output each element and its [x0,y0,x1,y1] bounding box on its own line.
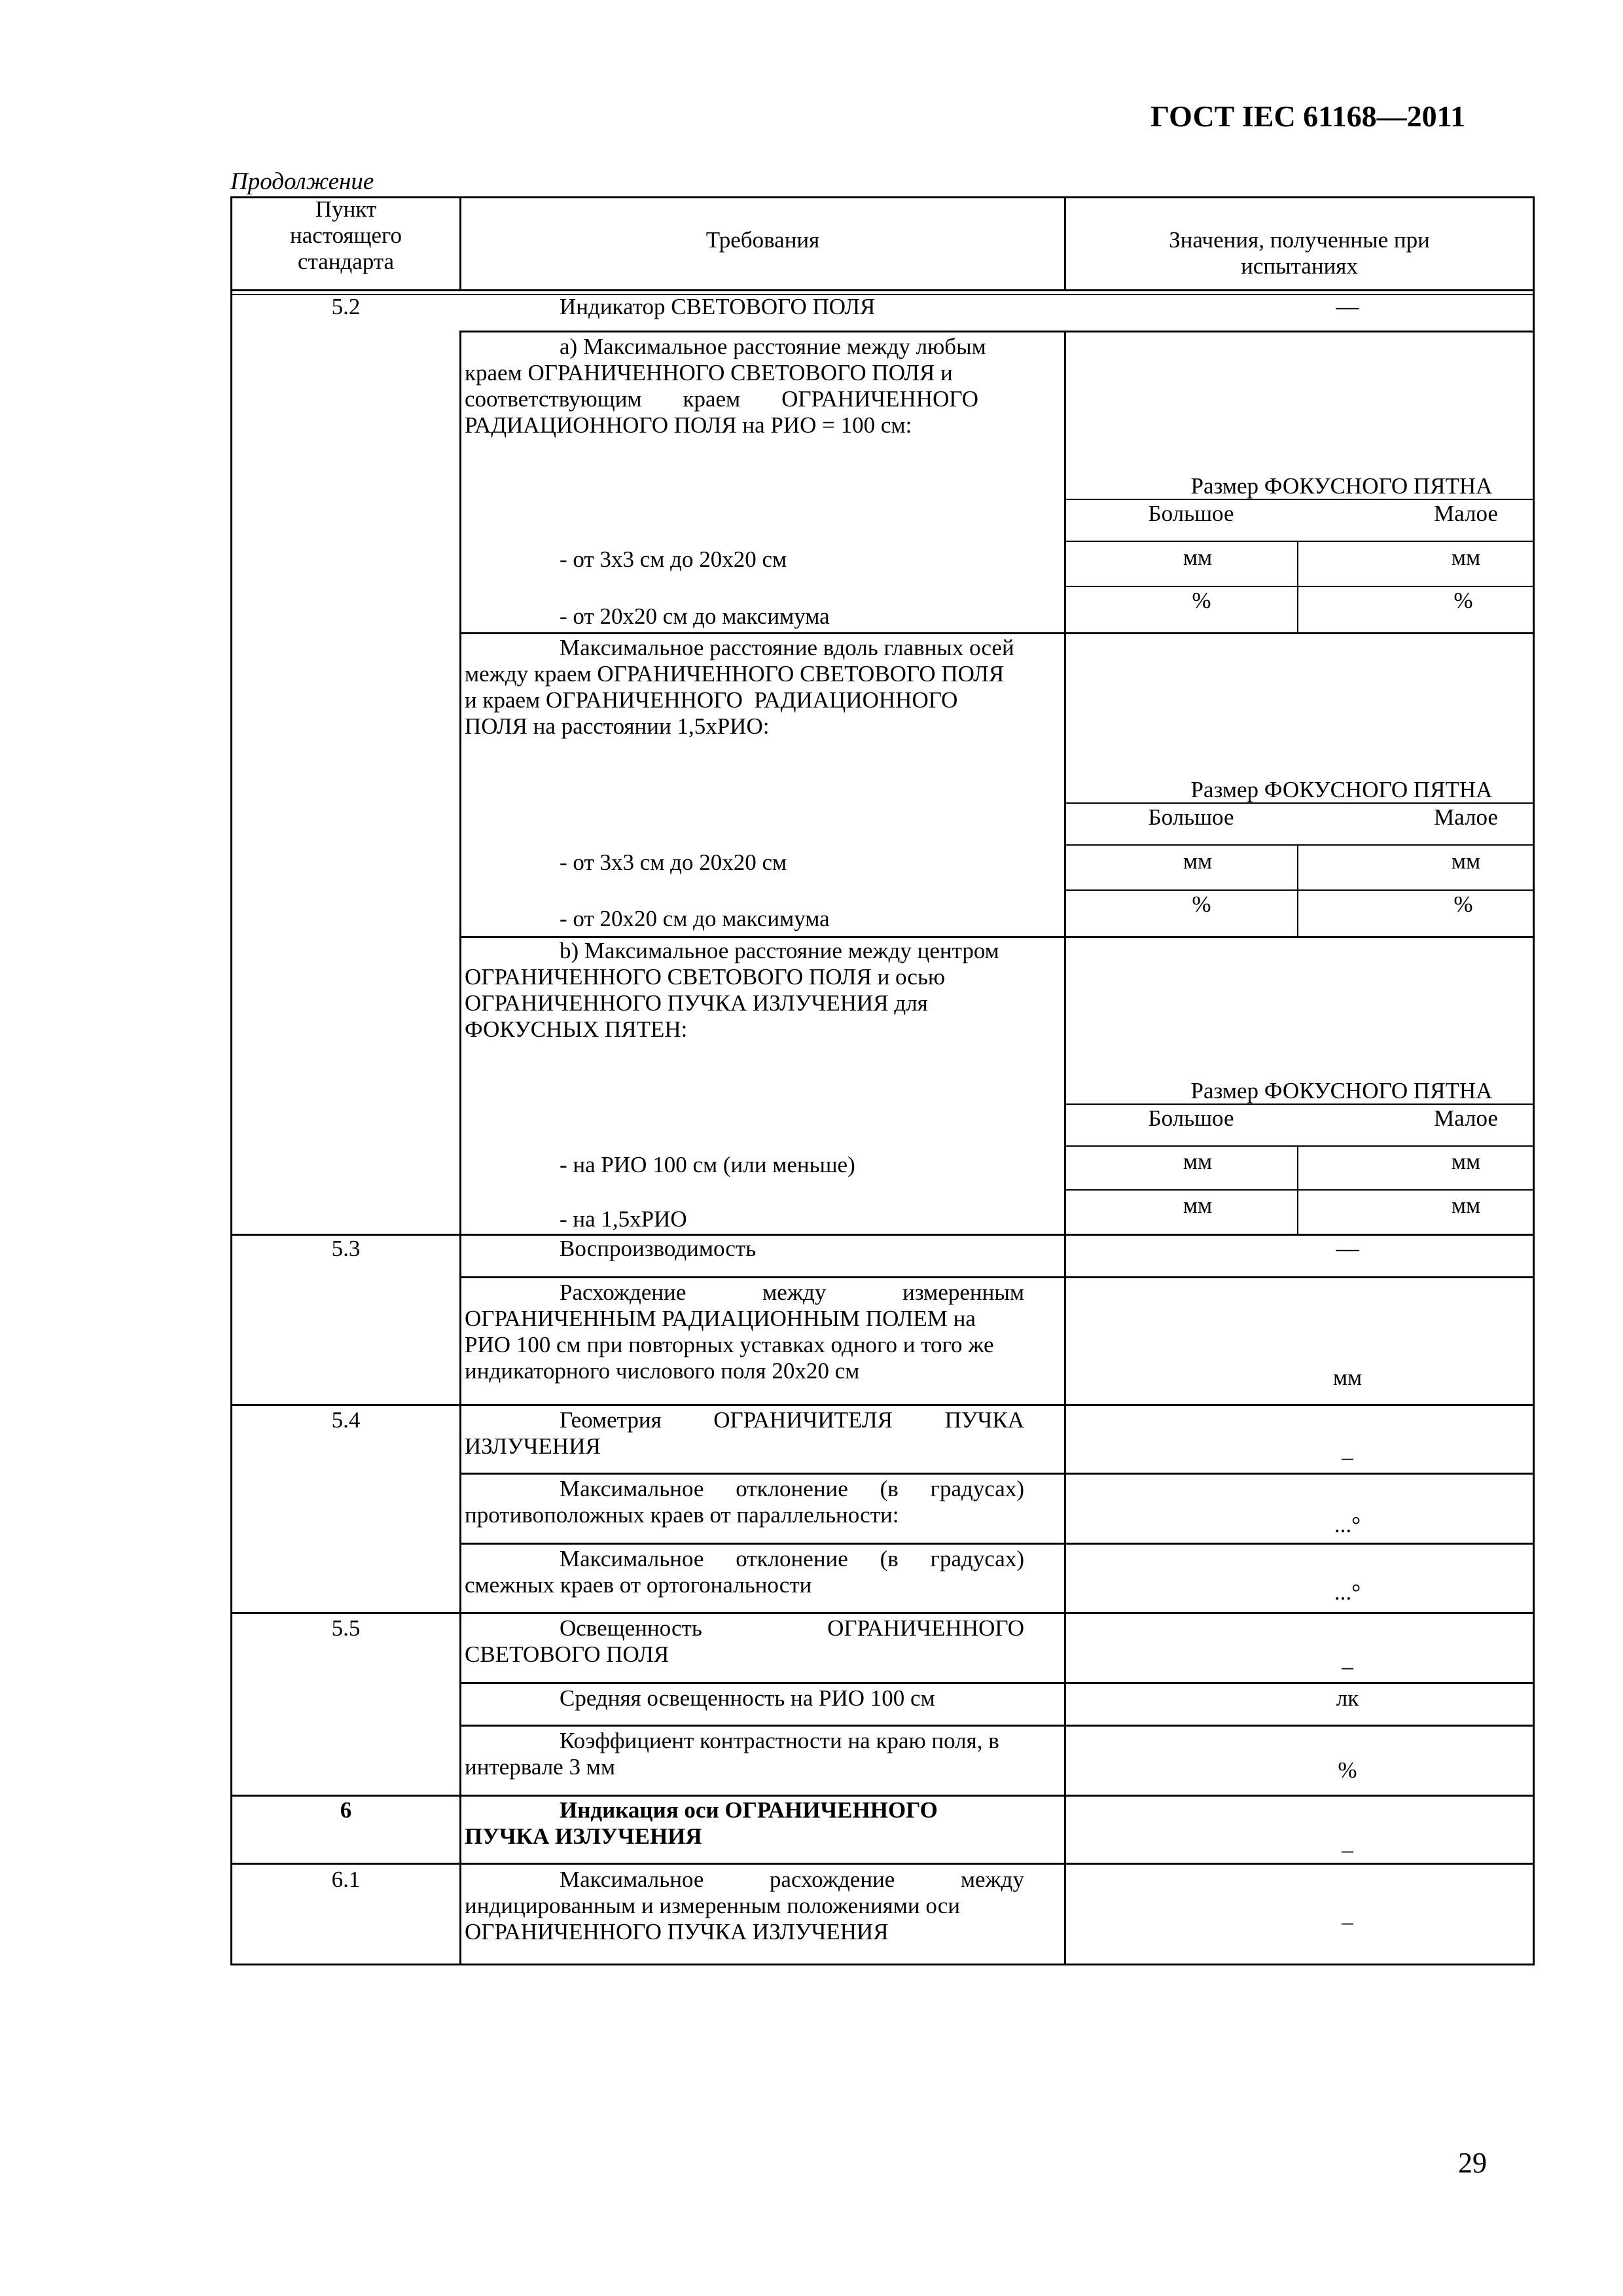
focal-grid-line [1064,1145,1534,1147]
header-requirements: Требования [705,227,820,253]
clause-title: Геометрия ОГРАНИЧИТЕЛЯ ПУЧКА [560,1407,1024,1433]
clause-title: Освещенность ОГРАНИЧЕННОГО [560,1615,1024,1641]
requirement-text: противоположных краев от параллельности: [465,1502,899,1528]
focal-small-label: Малое [1434,501,1498,526]
requirement-text: Коэффициент контрастности на краю поля, в [560,1728,999,1753]
focal-small-label: Малое [1434,804,1498,830]
row-line [230,1612,1535,1614]
unit-percent: % [1192,588,1211,613]
header-separator [230,289,1535,291]
requirement-text: ФОКУСНЫХ ПЯТЕН: [465,1016,688,1042]
requirement-text: РИО 100 см при повторных уставках одного и того же [465,1332,994,1357]
unit-percent: % [1454,588,1473,613]
requirement-text: краем ОГРАНИЧЕННОГО СВЕТОВОГО ПОЛЯ и [465,360,953,386]
clause-title: ИЗЛУЧЕНИЯ [465,1433,601,1459]
clause-number: 5.2 [331,294,361,319]
focal-spot-title: Размер ФОКУСНОГО ПЯТНА [1190,777,1493,802]
row-line [459,632,1535,634]
requirement-text: индикаторного числового поля 20х20 см [465,1358,860,1384]
header-clause-line: настоящего [289,223,402,248]
requirement-text: a) Максимальное расстояние между любым [560,334,986,359]
focal-grid-line [1297,844,1298,936]
requirement-text [465,386,978,412]
clause-value: ...° [1334,1579,1361,1605]
clause-number: 6 [340,1797,352,1823]
header-clause-line: Пункт [315,196,377,222]
unit-mm: мм [1183,1149,1213,1174]
clause-value: _ [1342,1646,1353,1672]
continuation-label: Продолжение [230,168,374,195]
focal-spot-title: Размер ФОКУСНОГО ПЯТНА [1190,473,1493,499]
requirement-text [560,1280,1024,1306]
clause-value: лк [1336,1685,1359,1711]
requirement-word: ОГРАНИЧЕННОГО [781,386,978,412]
requirement-text: ОГРАНИЧЕННЫМ РАДИАЦИОННЫМ ПОЛЕМ на [465,1306,976,1331]
requirement-text: b) Максимальное расстояние между центром [560,938,999,963]
clause-title: Индикатор СВЕТОВОГО ПОЛЯ [560,294,876,319]
requirement-text: и краем ОГРАНИЧЕННОГО РАДИАЦИОННОГО [465,687,958,713]
range-label: - от 20х20 см до максимума [560,906,830,931]
row-line [459,1473,1535,1475]
clause-title: ПУЧКА ИЗЛУЧЕНИЯ [465,1823,702,1849]
requirement-text: Максимальное отклонение (в градусах) [560,1476,1024,1501]
requirement-text: ПОЛЯ на расстоянии 1,5хРИО: [465,713,770,739]
requirement-word: соответствующим [465,386,642,412]
clause-value: мм [1332,1365,1363,1390]
clause-value: _ [1342,1901,1353,1927]
focal-grid-line [1297,541,1298,632]
range-label: - на 1,5хРИО [560,1206,687,1232]
header-values-line: Значения, полученные при [1169,227,1430,253]
row-line [230,1404,1535,1406]
clause-value: ...° [1334,1512,1361,1537]
unit-percent: % [1454,891,1473,917]
unit-mm: мм [1451,848,1481,874]
requirement-text: ОГРАНИЧЕННОГО ПУЧКА ИЗЛУЧЕНИЯ для [465,990,928,1016]
unit-mm: мм [1183,545,1213,570]
row-line [230,1795,1535,1797]
clause-value: — [1336,1236,1359,1261]
column-divider-2 [1064,331,1066,1965]
clause-title: Индикация оси ОГРАНИЧЕННОГО [560,1797,938,1823]
requirement-text: ОГРАНИЧЕННОГО СВЕТОВОГО ПОЛЯ и осью [465,964,946,990]
clause-title: Воспроизводимость [560,1236,757,1261]
focal-grid-line [1064,844,1534,846]
row-line [459,1276,1535,1278]
unit-percent: % [1192,891,1211,917]
focal-grid-line [1064,1189,1534,1191]
row-line [459,1682,1535,1684]
requirement-text: ОГРАНИЧЕННОГО ПУЧКА ИЗЛУЧЕНИЯ [465,1919,889,1945]
requirement-text: смежных краев от ортогональности [465,1572,812,1598]
clause-number: 5.5 [331,1615,361,1641]
header-clause-line: стандарта [297,249,395,274]
unit-mm: мм [1183,848,1213,874]
clause-title: СВЕТОВОГО ПОЛЯ [465,1641,669,1667]
unit-mm: мм [1451,1193,1481,1218]
range-label: - от 20х20 см до максимума [560,603,830,629]
requirement-text: Максимальное расхождение между [560,1867,1024,1892]
unit-mm: мм [1451,545,1481,570]
clause-value: — [1336,294,1359,319]
range-label: - от 3х3 см до 20х20 см [560,547,787,572]
focal-grid-line [1297,1145,1298,1234]
requirement-text: Максимальное отклонение (в градусах) [560,1546,1024,1571]
clause-number: 5.3 [331,1236,361,1261]
focal-grid-line [1064,586,1534,587]
clause-number: 5.4 [331,1407,361,1433]
focal-spot-title: Размер ФОКУСНОГО ПЯТНА [1190,1078,1493,1103]
table-border-bottom [230,1964,1535,1965]
unit-mm: мм [1451,1149,1481,1174]
unit-mm: мм [1183,1193,1213,1218]
focal-grid-line [1064,541,1534,542]
requirement-text: Максимальное расстояние вдоль главных осей [560,635,1014,660]
clause-value: _ [1342,1829,1353,1855]
focal-large-label: Большое [1148,1105,1234,1131]
row-line [459,331,1535,332]
requirement-text: индицированным и измеренным положениями оси [465,1893,961,1918]
requirement-text: интервале 3 мм [465,1754,615,1780]
row-line [459,1543,1535,1545]
requirement-word: измеренным [902,1280,1025,1305]
requirement-text: Средняя освещенность на РИО 100 см [560,1685,935,1711]
requirement-word: между [762,1280,827,1305]
page-number: 29 [1458,2147,1487,2179]
requirement-text: РАДИАЦИОННОГО ПОЛЯ на РИО = 100 см: [465,412,912,438]
clause-value: _ [1342,1437,1353,1462]
clause-value: % [1338,1757,1357,1783]
range-label: - на РИО 100 см (или меньше) [560,1152,855,1177]
row-line [230,1863,1535,1865]
focal-large-label: Большое [1148,501,1234,526]
table-border-left [230,196,232,1965]
requirement-text: между краем ОГРАНИЧЕННОГО СВЕТОВОГО ПОЛЯ [465,661,1005,687]
focal-large-label: Большое [1148,804,1234,830]
row-line [459,1725,1535,1727]
focal-small-label: Малое [1434,1105,1498,1131]
clause-number: 6.1 [331,1867,361,1892]
focal-grid-line [1064,889,1534,891]
header-values-line: испытаниях [1241,253,1358,279]
range-label: - от 3х3 см до 20х20 см [560,850,787,875]
document-code: ГОСТ IEC 61168—2011 [1150,99,1466,133]
requirement-word: краем [683,386,741,412]
requirement-word: Расхождение [560,1280,687,1305]
column-divider-1 [459,331,461,1965]
